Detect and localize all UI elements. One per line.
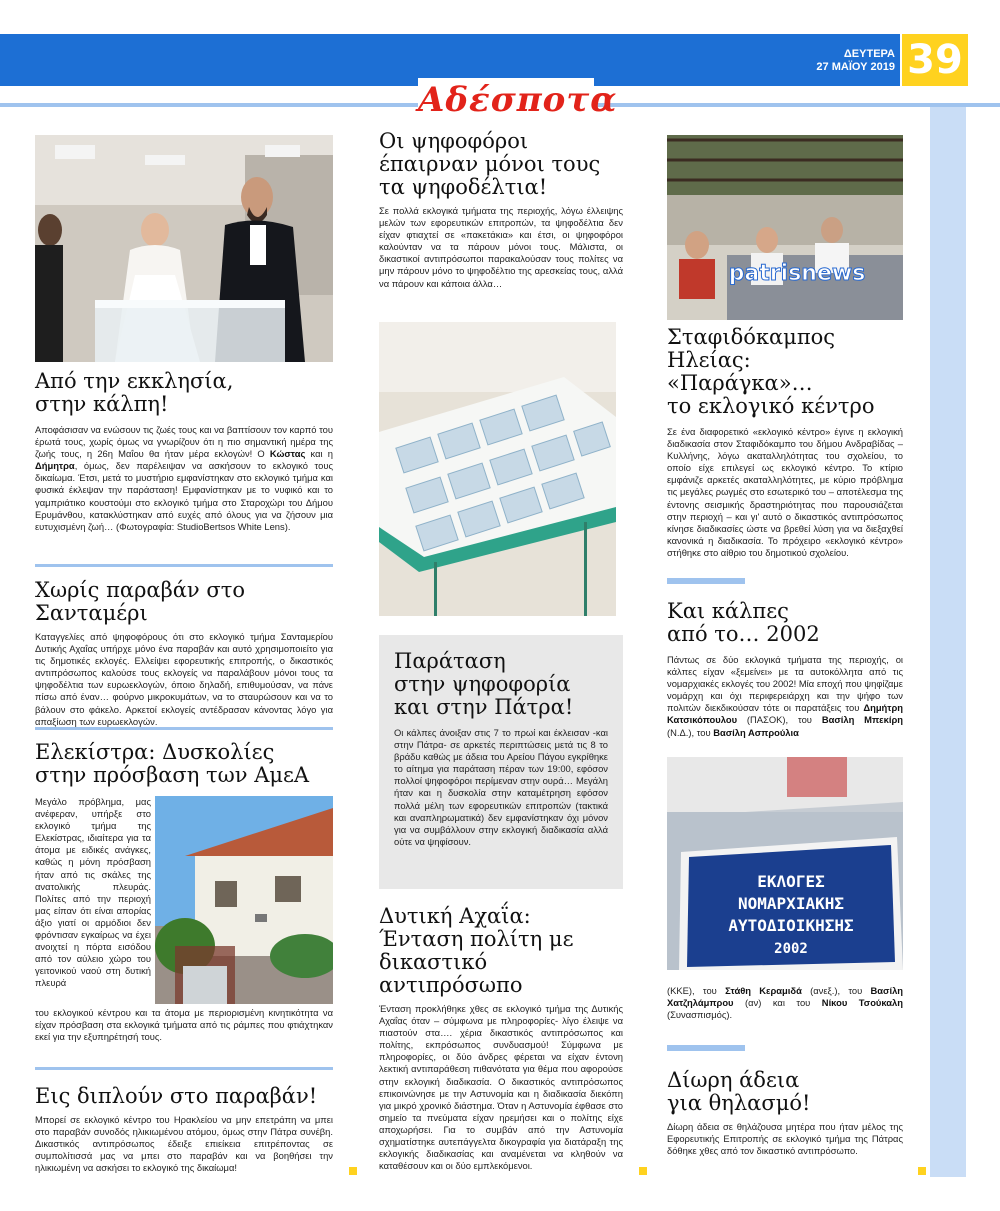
santameri-title: Χωρίς παραβάν στο Σανταμέρι (35, 578, 245, 625)
wedding-name-kostas: Κώστας (269, 448, 306, 460)
kalpes2002-title (667, 600, 903, 646)
elekistra-title-line2: στην πρόσβαση των ΑμεΑ (35, 763, 310, 787)
end-marker (918, 1167, 926, 1175)
wedding-body-part3: , όμως, δεν παρέλειψαν να ασκήσουν το εκλογικό τους δικαίωμα. Έτσι, μετά το μυστήριο εμφανίστηκαν στο εκλογικό τμήμα και φυσικά έκλεψαν την παράσταση! Εμφανίστηκαν με το νυφικό και το γαμπριάτικο κουστούμι στο εκλογικό τμήμα στο Σταροχώρι του Δήμου Ερυμάνθου, κατακλύστηκαν από ευχές από όλους για να ζήσουν μια ευτυχισμένη ζωή… (Φωτογραφία: StudioBertsos White Lens). (35, 460, 333, 532)
section-title: Αδέσποτα (418, 80, 618, 120)
election-sign-2002-photo (667, 757, 903, 970)
candidate-name: Βασίλη Χατζηλάμπρου (667, 985, 904, 1009)
issue-date-text: 27 ΜΑΪΟΥ 2019 (816, 61, 895, 73)
ballots-body: Σε πολλά εκλογικά τμήματα της περιοχής, λόγω έλλειψης μελών των εφορευτικών επιτροπών, τα ψηφοδέλτια δεν είχαν φτιαχτεί σε «πακετάκια» και έτσι, οι ψηφοφόροι καλούνταν να τα πάρουν μόνοι τους. Μάλιστα, οι δικαστικοί αντιπρόσωποι παρακαλούσαν τους πολίτες να μην πάρουν μόνο το ψηφοδέλτιο της αρεσκείας τους, αλλά να πάρουν και κάποια άλλα… (379, 205, 623, 289)
kalpes2002-title-line1: Και κάλπες (667, 599, 789, 623)
photo-watermark: patrisnews (728, 261, 866, 286)
wedding-photo (35, 135, 333, 362)
ballot-papers-photo (379, 322, 616, 616)
elekistra-title (35, 741, 333, 787)
stafidokampos-body: Σε ένα διαφορετικό «εκλογικό κέντρο» έγινε η εκλογική διαδικασία στον Σταφιδόκαμπο του δήμου Ανδραβίδας – Κυλλήνης, λόγω ακαταλληλότητας του σχολείου, το οποίο είχε επιλεγεί ως εκλογικό κέντρο. Το κτίριο εμφάνιζε αρκετές ακαταλληλότητες, με κύριο πρόβλημα τις μεγάλες ρωγμές στο εσωτερικό του – αποτέλεσμα της έντονης σεισμικής δραστηριότητας που παρουσιάζεται στην περιοχή – και γι' αυτό ο δικαστικός αντιπρόσωπος κίνησε διαδικασίες ώστε να βρεθεί λύση για να διεξαχθεί κανονικά η διαδικασία. Το πρόχειρο «εκλογικό κέντρο» στήθηκε στο αίθριο του δημοτικού σχολείου. (667, 426, 903, 558)
wedding-body-part2: και η (305, 448, 333, 460)
santameri-article (35, 579, 333, 728)
wedding-article (35, 370, 333, 533)
ballots-title-line1: Οι ψηφοφόροι (379, 129, 529, 153)
ballots-title-line3: τα ψηφοδέλτια! (379, 175, 548, 199)
patra-title-line1: Παράταση (394, 649, 506, 673)
elekistra-article (35, 741, 333, 787)
achaia-title-line2: Ένταση πολίτη με (379, 927, 574, 951)
elekistra-body-side: Μεγάλο πρόβλημα, μας ανέφεραν, υπήρξε στο εκλογικό τμήμα της Ελεκίστρας, ιδιαίτερα για τα άτομα με ειδικές ανάγκες, καθώς η μόνη πρόσβαση ήταν από τις σκάλες της ανατολικής πλευράς. Πολίτες από την περιοχή μας είπαν ότι είναι απορίας άξιο γιατί οι αρμόδιοι δεν φρόντισαν εγκαίρως να έχει ανοιχτεί η πόρτα εισόδου από τον αύλειο χώρο του γειτονικού ναού στη δυτική πλευρά (35, 796, 151, 989)
ballots-title (379, 130, 623, 199)
issue-day: ΔΕΥΤΕΡΑ (843, 48, 895, 60)
candidate-name: Νίκου Τσούκαλη (821, 997, 903, 1009)
wedding-title-line1: Από την εκκλησία, (35, 369, 234, 393)
diplou-body: Μπορεί σε εκλογικό κέντρο του Ηρακλείου να μην επετράπη να μπει στο παραβάν συνοδός ηλικιωμένου ατόμου, όμως στην Πάτρα συνέβη. Δικαστικός αντιπρόσωπος έδειξε επιείκεια επιτρέποντας σε συμπολίτισσά μας να μπει στο παραβάν και να βοηθήσει την ηλικιωμένη να ασκήσει το εκλογικό της δικαίωμα! (35, 1114, 333, 1174)
patra-body: Οι κάλπες άνοιξαν στις 7 το πρωί και έκλεισαν -και στην Πάτρα- σε αρκετές περιπτώσεις μετά τις 8 το βράδυ καθώς με άδεια του Αρείου Πάγου εγκρίθηκε το αίτημα για παράταση πέραν των 19:00, εφόσον πολλοί ψηφοφόροι περίμεναν στην ουρά… Μεγάλη ήταν και η δυσκολία στην καταμέτρηση εφόσον πολλά μέλη των εφορευτικών επιτροπών (τακτικά και αναπληρωματικά) δεν εμφανίστηκαν όχι μόνον για να συμβάλλουν στην εκλογική διαδικασία αλλά ούτε να ψηφίσουν. (394, 727, 608, 847)
patra-title-line3: και στην Πάτρα! (394, 695, 574, 719)
end-marker (349, 1167, 357, 1175)
candidate-party: (ΠΑΣΟΚ), του (737, 714, 822, 726)
stafidokampos-title-line1: Σταφιδόκαμπος Ηλείας: (667, 325, 836, 372)
stafidokampos-title-line3: το εκλογικό κέντρο (667, 394, 875, 418)
wedding-body (35, 424, 333, 533)
candidate-name: Δημήτρη Κατσικόπουλου (667, 702, 903, 726)
elekistra-body-full: του εκλογικού κέντρου και τα άτομα με περιορισμένη κινητικότητα να είχαν πρόσβαση στα εκλογικά τμήματα από τις ράμπες που φτιάχτηκαν εκεί για την εξυπηρέτησή τους. (35, 1007, 333, 1043)
stafidokampos-title-line2: «Παράγκα»… (667, 371, 813, 395)
candidate-party: (αν) και του (733, 997, 822, 1009)
sign-line2: ΝΟΜΑΡΧΙΑΚΗΣ (738, 894, 844, 913)
thilasmos-article (667, 1069, 903, 1157)
right-sidebar-stripe (930, 107, 966, 1177)
wedding-title (35, 370, 333, 416)
stafidokampos-article (667, 326, 903, 559)
separator (35, 727, 333, 730)
thilasmos-title (667, 1069, 903, 1115)
achaia-body: Ένταση προκλήθηκε χθες σε εκλογικό τμήμα της Δυτικής Αχαΐας όταν – σύμφωνα με πληροφορίες- λίγο έλειψε να πιαστούν στα…. χέρια δικαστικός αντιπρόσωπος και πολίτης, εκπρόσωπος συνδυασμού! Σύμφωνα με πληροφορίες, οι δύο άνδρες φέρεται να είχαν έντονη λεκτική αντιπαράθεση πιθανότατα για θέμα που αφορούσε στην εκλογική διαδικασία. Ο δικαστικός αντιπρόσωπος επικοινώνησε με την Αστυνομία και η διαδικασία διεκόπη για μικρό χρονικό διάστημα. Όταν η Αστυνομία έφθασε στο σημείο τα πνεύματα είχαν ηρεμήσει και ο πολίτης είχε αποχωρήσει. Για το συμβάν από την Αστυνομία σχηματίστηκε αυτεπάγγελτα δικογραφία για διατάραξη της εκλογικής διαδικασίας και αναμένεται να κληθούν να καταθέσουν και οι δύο εμπλεκόμενοι. (379, 1003, 623, 1172)
kalpes2002-body-intro: Πάντως σε δύο εκλογικά τμήματα της περιοχής, οι κάλπες είχαν «ξεμείνει» με τα αυτοκόλλητα από τις νομαρχιακές εκλογές του 2002! Μία εποχή που ψηφίζαμε νομάρχη και όχι περιφερειάρχη και την ψήφο των πολιτών διεκδικούσαν τότε οι παρατάξεις του (667, 654, 903, 714)
sign-line4: 2002 (774, 941, 808, 957)
diplou-article (35, 1085, 333, 1174)
wedding-name-dimitra: Δήμητρα (35, 460, 75, 472)
patra-article (394, 650, 608, 848)
page-number: 39 (902, 34, 968, 86)
separator (667, 1045, 745, 1051)
kalpes2002-body-bottom (667, 985, 903, 1021)
kalpes2002-body-top (667, 654, 903, 739)
candidate-party: (Συνασπισμός). (667, 1009, 733, 1021)
kalpes2002-title-line2: από το… 2002 (667, 622, 820, 646)
candidate-party: (Ν.Δ.), του (667, 726, 714, 738)
diplou-title: Εις διπλούν στο παραβάν! (35, 1084, 318, 1108)
issue-date (790, 48, 895, 74)
achaia-title-line1: Δυτική Αχαΐα: (379, 904, 531, 928)
sign-line3: ΑΥΤΟΔΙΟΙΚΗΣΗΣ (728, 916, 854, 935)
church-building-photo (155, 796, 333, 1004)
stafidokampos-title (667, 326, 903, 418)
ballots-article (379, 130, 623, 290)
separator (667, 578, 745, 584)
sign-line1: ΕΚΛΟΓΕΣ (757, 872, 825, 891)
santameri-body: Καταγγελίες από ψηφοφόρους ότι στο εκλογικό τμήμα Σανταμερίου Δυτικής Αχαΐας υπήρχε μόνο ένα παραβάν και αυτό χρησιμοποιείτο για τις δημοτικές εκλογές. Ελλείψει εφορευτικής επιτροπής, ο δικαστικός αντιπρόσωπος καλούσε τους εκλογείς να παραλάβουν μόνοι τους τα ψηφοδέλτια των ευρωεκλογών, όποιο δηλαδή, επιθυμούσαν, να πάνε πίσω από έναν… φούρνο μικροκυμάτων, να το σταυρώσουν και να το βάλουν στο φάκελο. Αρκετοί εκλογείς αντέδρασαν κάνοντας λόγο για απαξίωση των ευρωεκλογών. (35, 631, 333, 727)
candidate-party: (ανεξ.), του (801, 985, 871, 996)
thilasmos-title-line2: για θηλασμό! (667, 1091, 811, 1115)
achaia-article (379, 905, 623, 1172)
achaia-title-line3: δικαστικό αντιπρόσωπο (379, 950, 523, 997)
patra-title-line2: στην ψηφοφορία (394, 672, 571, 696)
ballots-title-line2: έπαιρναν μόνοι τους (379, 152, 601, 176)
candidate-name: Βασίλη Ασπρούλια (713, 726, 799, 738)
candidate-name: Βασίλη Μπεκίρη (821, 714, 903, 726)
separator (35, 564, 333, 567)
polling-station-photo (667, 135, 903, 320)
end-marker (639, 1167, 647, 1175)
candidate-party: (ΚΚΕ), του (667, 985, 726, 996)
elekistra-title-line1: Ελεκίστρα: Δυσκολίες (35, 740, 275, 764)
kalpes2002-article (667, 600, 903, 739)
wedding-body-part1: Αποφάσισαν να ενώσουν τις ζωές τους και να βαπτίσουν τον καρπό του έρωτά τους, χωρίς όμως να γνωρίζουν ότι η πιο σημαντική ημέρα της ζωής τους, η 26η Μαΐου θα ήταν μέρα εκλογών! Ο (35, 424, 333, 460)
patra-title (394, 650, 608, 719)
thilasmos-body: Δίωρη άδεια σε θηλάζουσα μητέρα που ήταν μέλος της Εφορευτικής Επιτροπής σε εκλογικό τμήμα της Πάτρας δόθηκε χθες από τον δικαστικό αντιπρόσωπο. (667, 1121, 903, 1157)
candidate-name: Στάθη Κεραμιδά (725, 985, 802, 996)
wedding-title-line2: στην κάλπη! (35, 392, 169, 416)
separator (35, 1067, 333, 1070)
achaia-title (379, 905, 623, 997)
thilasmos-title-line1: Δίωρη άδεια (667, 1068, 800, 1092)
